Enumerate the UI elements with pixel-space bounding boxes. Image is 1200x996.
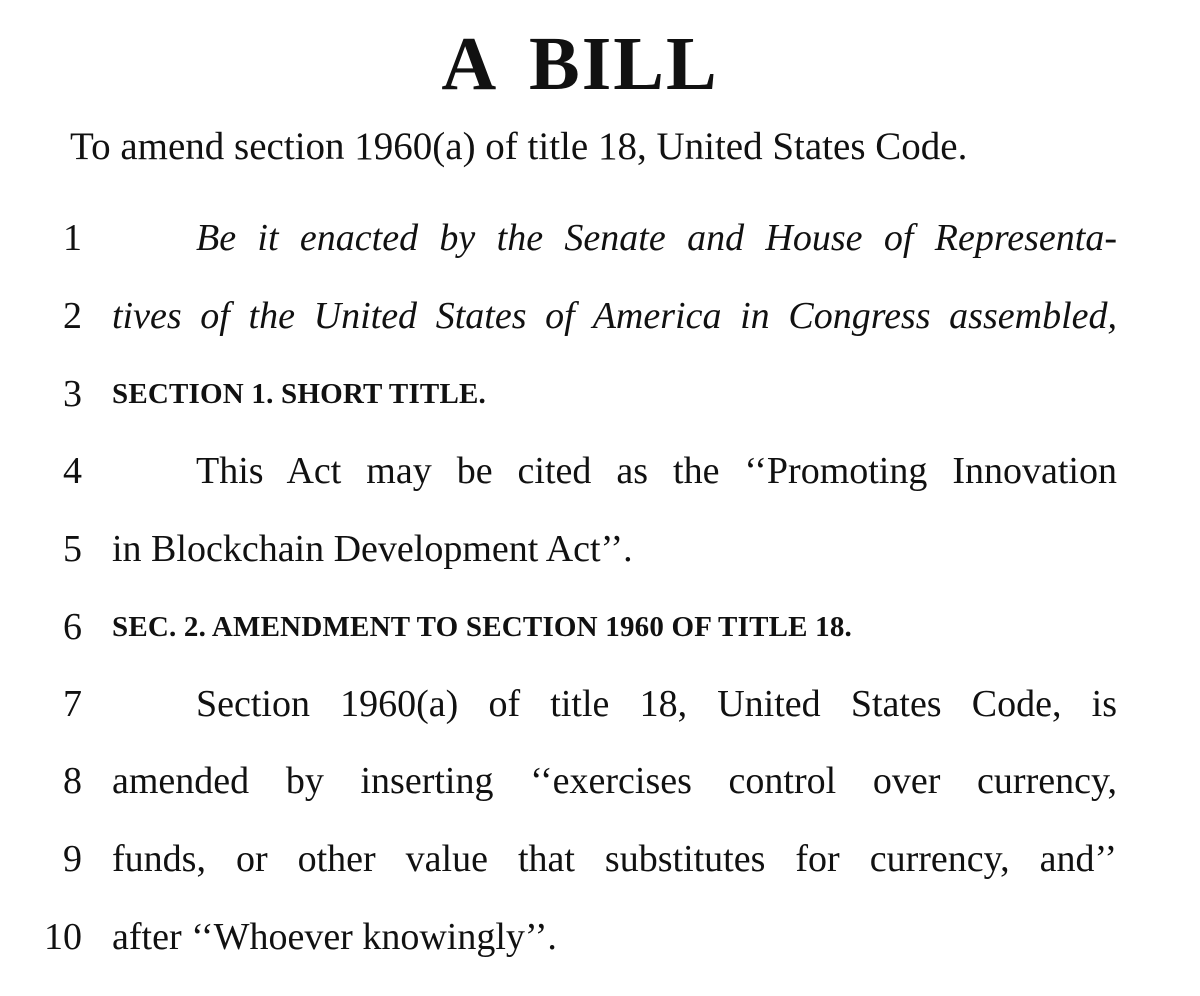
line-number: 7 (63, 683, 82, 725)
bill-line (0, 521, 1200, 577)
section-heading: SEC. 2. AMENDMENT TO SECTION 1960 OF TITLE 18. (112, 611, 853, 643)
bill-line (0, 753, 1200, 809)
line-number: 2 (63, 295, 82, 337)
line-text: tives of the United States of America in Congress assembled, (112, 295, 1117, 337)
line-text: amended by inserting ‘‘exercises control over currency, (112, 760, 1117, 802)
bill-line (0, 909, 1200, 965)
bill-line (0, 443, 1200, 499)
section-heading: SECTION 1. SHORT TITLE. (112, 378, 487, 410)
line-text: Be it enacted by the Senate and House of Representa- (196, 217, 1117, 259)
bill-line (0, 210, 1200, 266)
line-text: after ‘‘Whoever knowingly’’. (112, 916, 557, 958)
line-text: Section 1960(a) of title 18, United States Code, is (196, 683, 1117, 725)
line-text: funds, or other value that substitutes for currency, and’’ (112, 838, 1117, 880)
line-number: 9 (63, 838, 82, 880)
line-number: 1 (63, 217, 82, 259)
bill-line (0, 599, 1200, 655)
bill-purpose: To amend section 1960(a) of title 18, United States Code. (70, 125, 968, 168)
bill-line (0, 831, 1200, 887)
bill-line (0, 676, 1200, 732)
line-number: 3 (63, 373, 82, 415)
line-text: This Act may be cited as the ‘‘Promoting Innovation (196, 450, 1117, 492)
line-number: 10 (44, 916, 82, 958)
bill-line (0, 366, 1200, 422)
line-number: 6 (63, 606, 82, 648)
line-number: 5 (63, 528, 82, 570)
line-text: in Blockchain Development Act’’. (112, 528, 633, 570)
bill-title: A BILL (441, 22, 719, 106)
line-number: 4 (63, 450, 82, 492)
line-number: 8 (63, 760, 82, 802)
bill-line (0, 288, 1200, 344)
